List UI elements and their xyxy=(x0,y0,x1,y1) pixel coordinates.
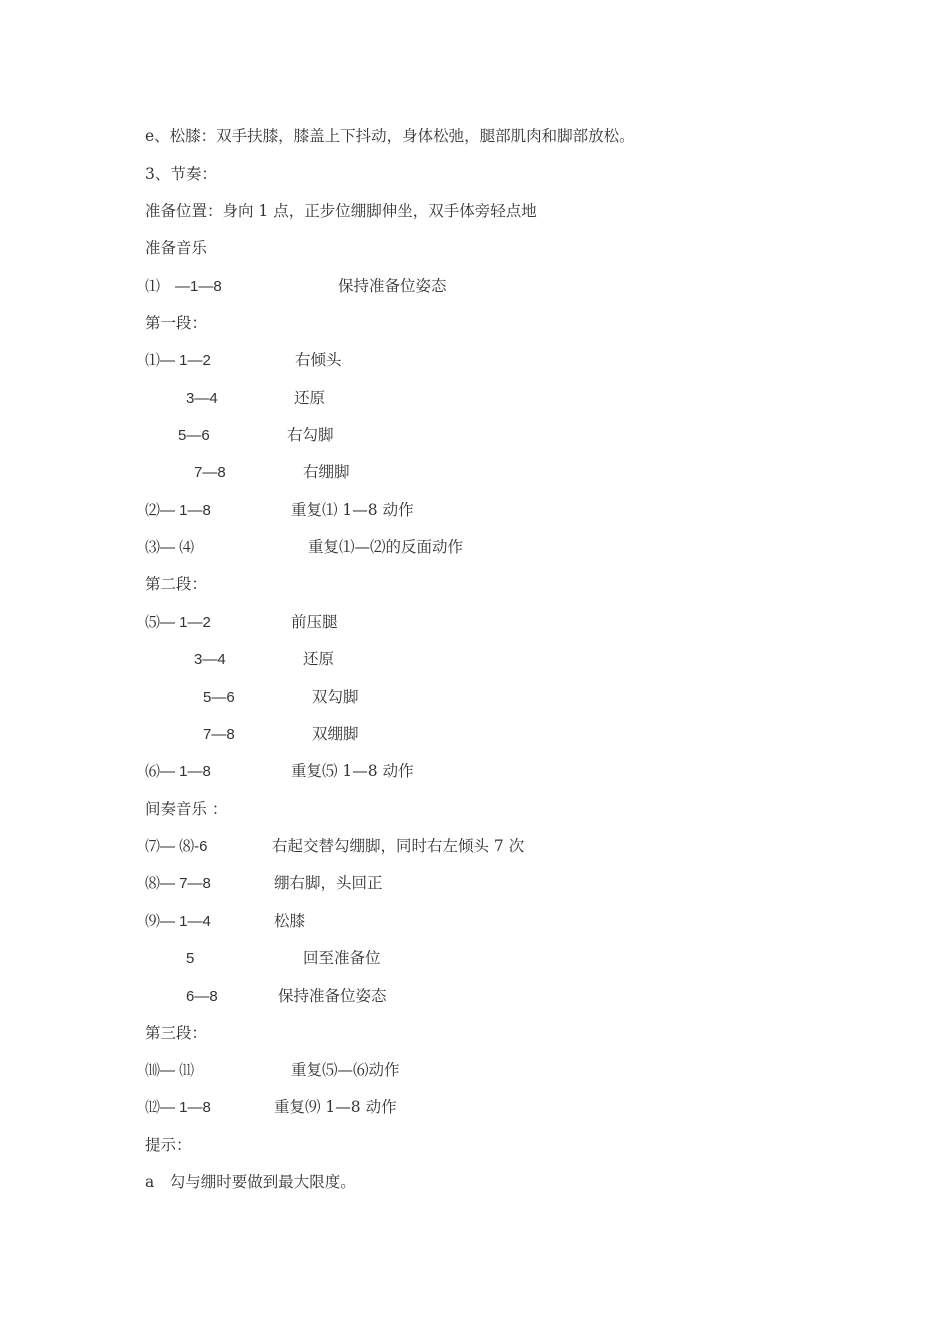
count-code: 5—6 xyxy=(178,427,210,444)
count-row xyxy=(145,647,335,671)
count-description: 右倾头 xyxy=(295,351,342,369)
count-description: 右勾脚 xyxy=(287,426,334,444)
count-code: 3—4 xyxy=(186,390,218,407)
count-code: ⑵— 1—8 xyxy=(145,502,211,519)
count-row xyxy=(145,423,334,447)
count-row xyxy=(145,610,338,634)
count-row xyxy=(145,834,525,858)
count-description: 右绷脚 xyxy=(303,463,350,481)
count-description: 保持准备位姿态 xyxy=(338,277,447,295)
count-code: ⑺— ⑻-6 xyxy=(145,838,208,855)
count-code: 6—8 xyxy=(186,988,218,1005)
count-code: ⑶— ⑷ xyxy=(145,539,195,556)
section-heading-tips: 提示： xyxy=(145,1136,192,1154)
count-description: 双绷脚 xyxy=(312,725,359,743)
count-row xyxy=(145,498,414,522)
count-description: 双勾脚 xyxy=(312,688,359,706)
count-row xyxy=(145,722,359,746)
count-row xyxy=(145,909,306,933)
count-row xyxy=(145,1058,400,1082)
count-description: 松膝 xyxy=(274,912,306,930)
text-line-relax-knee: e、松膝：双手扶膝，膝盖上下抖动，身体松弛，腿部肌肉和脚部放松。 xyxy=(145,127,635,145)
count-description: 右起交替勾绷脚，同时右左倾头 7 次 xyxy=(272,837,525,855)
count-code: ⑸— 1—2 xyxy=(145,614,211,631)
count-description: 重复⑸—⑹动作 xyxy=(291,1061,400,1079)
count-row xyxy=(145,685,359,709)
count-code: ⑹— 1—8 xyxy=(145,763,211,780)
count-description: 重复⑸ 1—8 动作 xyxy=(291,762,414,780)
count-code: ⑴ —1—8 xyxy=(145,278,222,295)
count-code: 5—6 xyxy=(203,689,235,706)
count-row xyxy=(145,348,342,372)
text-line-ready-position: 准备位置：身向 1 点，正步位绷脚伸坐，双手体旁轻点地 xyxy=(145,202,537,220)
count-description: 保持准备位姿态 xyxy=(278,987,387,1005)
section-heading-part-two: 第二段： xyxy=(145,575,208,593)
section-heading-ready-music: 准备音乐 xyxy=(145,239,208,257)
count-description: 还原 xyxy=(303,650,335,668)
count-code: ⑴— 1—2 xyxy=(145,352,211,369)
count-code: 7—8 xyxy=(194,464,226,481)
count-row xyxy=(145,759,414,783)
section-heading-interlude: 间奏音乐 ： xyxy=(145,800,228,818)
section-heading-part-one: 第一段： xyxy=(145,314,208,332)
tip-item-a: a 勾与绷时要做到最大限度。 xyxy=(145,1173,356,1191)
count-row xyxy=(145,386,326,410)
count-row xyxy=(145,460,350,484)
count-description: 重复⑴ 1—8 动作 xyxy=(291,501,414,519)
section-heading-rhythm: 3、节奏： xyxy=(145,165,217,183)
count-row xyxy=(145,535,464,559)
count-code: 5 xyxy=(186,950,195,967)
count-description: 重复⑴—⑵的反面动作 xyxy=(308,538,464,556)
count-code: 7—8 xyxy=(203,726,235,743)
count-description: 重复⑼ 1—8 动作 xyxy=(274,1098,397,1116)
count-description: 还原 xyxy=(294,389,326,407)
count-description: 绷右脚，头回正 xyxy=(274,874,383,892)
count-row xyxy=(145,274,447,298)
count-row xyxy=(145,1095,397,1119)
count-code: 3—4 xyxy=(194,651,226,668)
count-description: 前压腿 xyxy=(291,613,338,631)
count-code: ⑿— 1—8 xyxy=(145,1099,211,1116)
count-code: ⑽— ⑾ xyxy=(145,1062,195,1079)
section-heading-part-three: 第三段： xyxy=(145,1024,208,1042)
count-code: ⑻— 7—8 xyxy=(145,875,211,892)
count-description: 回至准备位 xyxy=(303,949,381,967)
count-row xyxy=(145,871,383,895)
count-row xyxy=(145,946,381,970)
count-row xyxy=(145,984,387,1008)
count-code: ⑼— 1—4 xyxy=(145,913,211,930)
